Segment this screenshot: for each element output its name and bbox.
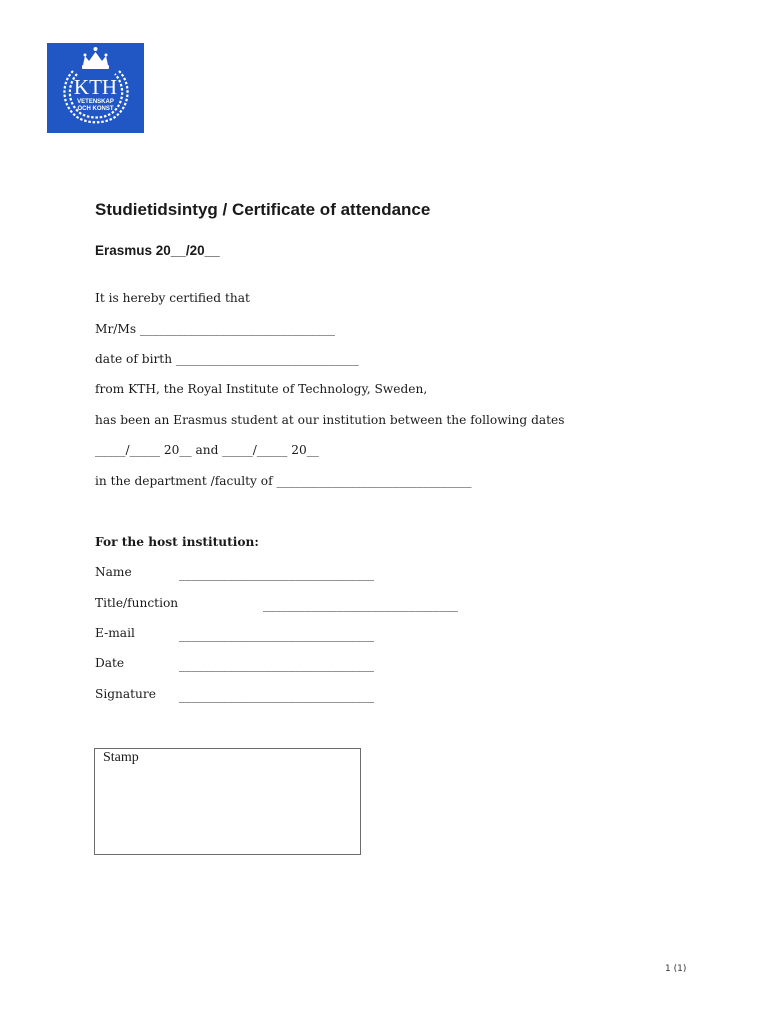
host-signature-label: Signature bbox=[95, 687, 156, 701]
erasmus-year: Erasmus 20__/20__ bbox=[95, 243, 220, 258]
host-email-blank: ________________________________ bbox=[179, 628, 374, 642]
document-title: Studietidsintyg / Certificate of attendance bbox=[95, 200, 431, 219]
svg-text:VETENSKAP: VETENSKAP bbox=[77, 99, 114, 105]
host-title-label: Title/function bbox=[95, 596, 179, 610]
host-name-blank: ________________________________ bbox=[179, 567, 374, 581]
certify-line: It is hereby certified that bbox=[95, 291, 250, 305]
statement-line: has been an Erasmus student at our institution between the following dates bbox=[95, 413, 565, 427]
host-signature-blank: ________________________________ bbox=[179, 689, 374, 703]
host-title-blank: ________________________________ bbox=[263, 598, 458, 612]
stamp-label: Stamp bbox=[103, 750, 139, 765]
kth-logo bbox=[47, 43, 144, 133]
svg-text:OCH KONST: OCH KONST bbox=[77, 106, 114, 112]
name-line: Mr/Ms ________________________________ bbox=[95, 322, 336, 336]
origin-line: from KTH, the Royal Institute of Technology, Sweden, bbox=[95, 382, 428, 396]
host-email-label: E-mail bbox=[95, 626, 135, 640]
dob-line: date of birth ______________________________ bbox=[95, 352, 359, 366]
host-name-label: Name bbox=[95, 565, 132, 579]
dates-line: _____/_____ 20__ and _____/_____ 20__ bbox=[95, 443, 319, 457]
department-line: in the department /faculty of ________________________________ bbox=[95, 474, 472, 488]
host-date-blank: ________________________________ bbox=[179, 658, 374, 672]
stamp-box bbox=[94, 748, 361, 855]
host-institution-heading: For the host institution: bbox=[95, 535, 259, 549]
svg-text:KTH: KTH bbox=[73, 75, 118, 99]
kth-crest-icon bbox=[47, 43, 144, 133]
host-date-label: Date bbox=[95, 656, 125, 670]
page-number: 1 (1) bbox=[665, 964, 687, 974]
